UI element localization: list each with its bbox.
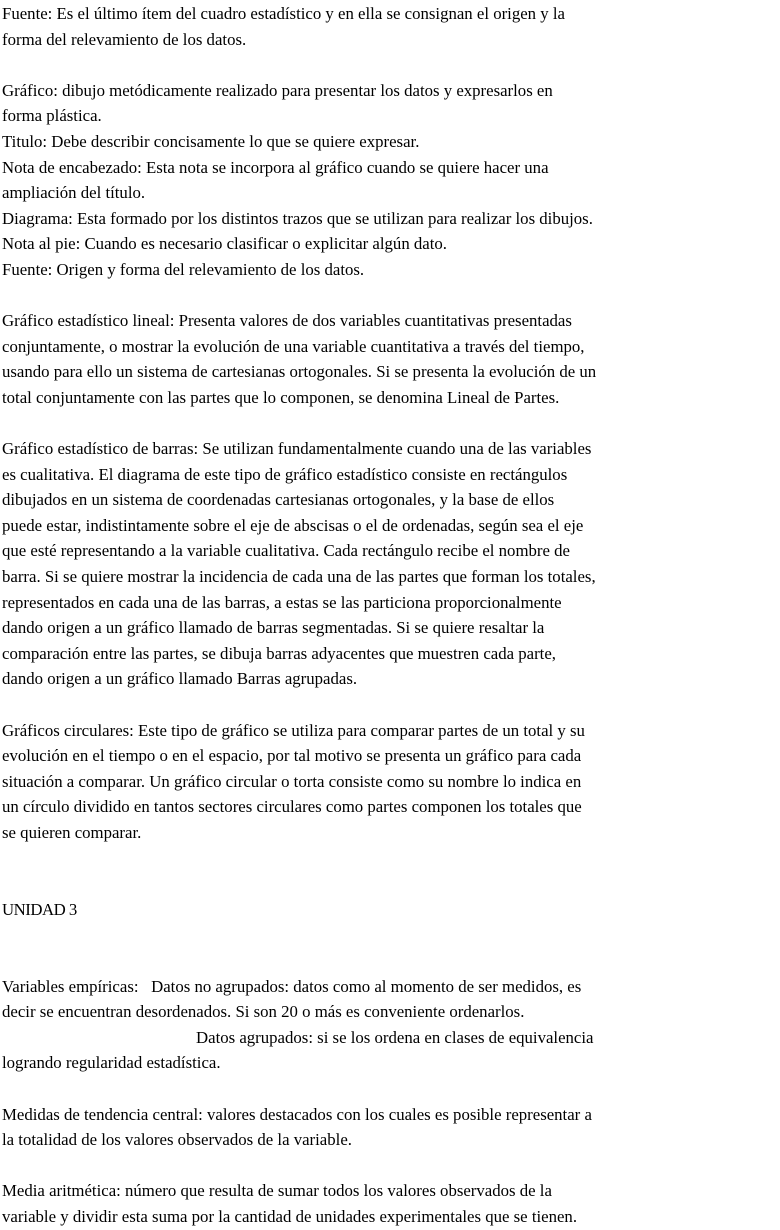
text-line: dando origen a un gráfico llamado Barras agrupadas. — [2, 669, 358, 689]
text-line: logrando regularidad estadística. — [2, 1053, 221, 1073]
text-line: total conjuntamente con las partes que lo componen, se denomina Lineal de Partes. — [2, 387, 560, 407]
text-line: es cualitativa. El diagrama de este tipo de gráfico estadístico consiste en rectángulos — [2, 464, 568, 484]
text-line: barra. Si se quiere mostrar la incidencia de cada una de las partes que forman los totales, — [2, 567, 596, 587]
text-line: Datos agrupados: si se los ordena en clases de equivalencia — [196, 1027, 594, 1047]
paragraph-graficos-circulares — [2, 718, 778, 846]
text-line: que esté representando a la variable cualitativa. Cada rectángulo recibe el nombre de — [2, 541, 570, 561]
paragraph-variables-empiricas — [2, 974, 778, 1076]
text-line: forma del relevamiento de los datos. — [2, 29, 247, 49]
paragraph-gap — [2, 692, 778, 718]
text-line: se quieren comparar. — [2, 823, 142, 842]
text-line: conjuntamente, o mostrar la evolución de una variable cuantitativa a través del tiempo, — [2, 336, 585, 356]
paragraph-gap — [2, 846, 778, 897]
paragraph-gap — [2, 411, 778, 437]
text-line: forma plástica. — [2, 106, 102, 126]
paragraph-grafico-elementos — [2, 78, 778, 283]
text-line: Gráficos circulares: Este tipo de gráfico se utiliza para comparar partes de un total y su — [2, 720, 585, 740]
text-line: Gráfico: dibujo metódicamente realizado para presentar los datos y expresarlos en — [2, 80, 553, 100]
text-line: usando para ello un sistema de cartesianas ortogonales. Si se presenta la evolución de un — [2, 362, 597, 382]
text-line: ampliación del título. — [2, 183, 146, 203]
paragraph-gap — [2, 922, 778, 973]
text-line: comparación entre las partes, se dibuja barras adyacentes que muestren cada parte, — [2, 643, 556, 663]
paragraph-grafico-lineal — [2, 308, 778, 410]
text-line: Media aritmética: número que resulta de sumar todos los valores observados de la — [2, 1181, 552, 1201]
paragraph-gap — [2, 1153, 778, 1179]
paragraph-fuente — [2, 1, 778, 52]
text-line: Fuente: Es el último ítem del cuadro estadístico y en ella se consignan el origen y la — [2, 4, 565, 23]
text-line: evolución en el tiempo o en el espacio, por tal motivo se presenta un gráfico para cada — [2, 746, 582, 766]
paragraph-media-aritmetica — [2, 1178, 778, 1229]
text-line: Nota de encabezado: Esta nota se incorpora al gráfico cuando se quiere hacer una — [2, 157, 549, 177]
text-line: situación a comparar. Un gráfico circular o torta consiste como su nombre lo indica en — [2, 771, 582, 791]
text-line: dibujados en un sistema de coordenadas cartesianas ortogonales, y la base de ellos — [2, 490, 555, 510]
text-line: Variables empíricas: Datos no agrupados: datos como al momento de ser medidos, es — [2, 976, 582, 996]
paragraph-tendencia-central — [2, 1102, 778, 1153]
text-line: Diagrama: Esta formado por los distintos trazos que se utilizan para realizar los dibujos. — [2, 208, 593, 228]
text-line: decir se encuentran desordenados. Si son 20 o más es conveniente ordenarlos. — [2, 1002, 525, 1022]
text-line: representados en cada una de las barras, a estas se las particiona proporcionalmente — [2, 592, 562, 612]
text-line: un círculo dividido en tantos sectores circulares como partes componen los totales que — [2, 797, 582, 817]
text-line: Gráfico estadístico lineal: Presenta valores de dos variables cuantitativas presentadas — [2, 311, 572, 331]
document-page — [2, 1, 778, 1230]
section-heading: UNIDAD 3 — [2, 899, 77, 919]
paragraph-grafico-barras — [2, 436, 778, 692]
text-line: Nota al pie: Cuando es necesario clasificar o explicitar algún dato. — [2, 234, 447, 254]
paragraph-gap — [2, 52, 778, 78]
text-line: Fuente: Origen y forma del relevamiento de los datos. — [2, 259, 365, 279]
text-line: puede estar, indistintamente sobre el eje de abscisas o el de ordenadas, según sea el eje — [2, 515, 584, 535]
text-line: Medidas de tendencia central: valores destacados con los cuales es posible representar a — [2, 1104, 592, 1124]
text-line: la totalidad de los valores observados de la variable. — [2, 1130, 352, 1150]
text-line: Titulo: Debe describir concisamente lo que se quiere expresar. — [2, 131, 420, 151]
paragraph-gap — [2, 1076, 778, 1102]
paragraph-gap — [2, 283, 778, 309]
text-line: variable y dividir esta suma por la cantidad de unidades experimentales que se tienen. — [2, 1206, 578, 1226]
text-line: dando origen a un gráfico llamado de barras segmentadas. Si se quiere resaltar la — [2, 618, 545, 638]
text-line: Gráfico estadístico de barras: Se utilizan fundamentalmente cuando una de las variables — [2, 439, 592, 459]
